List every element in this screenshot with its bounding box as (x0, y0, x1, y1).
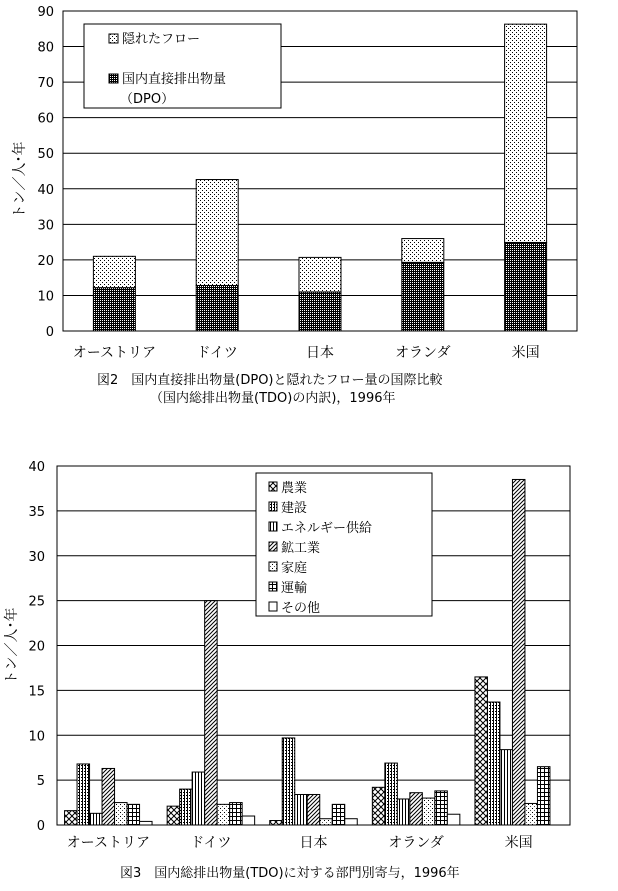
chart-2-category-label: オランダ (388, 835, 444, 851)
chart-2-y-tick-label: 5 (36, 774, 45, 790)
chart-2-y-tick-label: 30 (28, 549, 45, 565)
chart-2-legend-swatch-2 (269, 522, 277, 531)
chart-2-bar-s4-c2 (320, 819, 333, 825)
chart-1-legend (84, 24, 281, 108)
chart-2-bar-s5-c2 (332, 804, 345, 825)
chart-1-bar-dpo-4 (505, 242, 547, 331)
chart-2-bar-s0-c2 (270, 821, 283, 825)
chart-2-category-label: オーストリア (66, 835, 150, 851)
chart-1-bar-hidden-flow-3 (402, 239, 444, 263)
chart-2-bar-s4-c1 (217, 804, 230, 825)
chart-1-y-tick-label: 0 (45, 325, 54, 340)
chart-2-bar-s0-c3 (372, 787, 385, 825)
chart-2-bar-s5-c0 (127, 804, 140, 825)
chart-2-bar-s3-c3 (410, 793, 423, 825)
chart-1-category-label: ドイツ (196, 345, 238, 361)
chart-2-bar-s1-c3 (385, 763, 398, 825)
chart-1-bar-dpo-2 (299, 292, 341, 331)
chart-2-bar-s2-c2 (295, 794, 308, 825)
chart-2-legend-label-5: 運輸 (281, 581, 308, 596)
chart-2-legend (256, 473, 432, 616)
chart-2-legend-swatch-0 (269, 482, 277, 491)
chart-2-legend-swatch-3 (269, 542, 277, 551)
chart-2-bar-s1-c2 (282, 738, 295, 825)
chart-1-y-tick-label: 70 (37, 76, 54, 92)
chart-1-y-tick-label: 40 (37, 182, 54, 198)
chart-2-bar-s6-c1 (242, 816, 255, 825)
chart-2-bar-s4-c3 (422, 798, 435, 825)
chart-1-caption-line1: 図2 国内直接排出物量(DPO)と隠れたフロー量の国際比較 (97, 373, 443, 388)
chart-2-y-tick-label: 10 (28, 729, 45, 745)
chart-1-bar-hidden-flow-4 (505, 24, 547, 242)
chart-2-legend-label-6: その他 (281, 601, 321, 616)
chart-1-bar-hidden-flow-0 (93, 256, 135, 287)
chart-2-category-label: 米国 (504, 835, 533, 851)
chart-2-legend-swatch-5 (269, 582, 277, 591)
chart-2-category-label: ドイツ (190, 835, 232, 851)
chart-2-y-tick-label: 25 (28, 594, 45, 610)
chart-1-category-label: オランダ (395, 345, 451, 361)
chart-2-legend-label-1: 建設 (281, 501, 308, 516)
chart-2-bar-s1-c1 (180, 789, 193, 825)
chart-2-bar-s2-c3 (397, 799, 410, 825)
chart-2-bar-s5-c1 (230, 803, 243, 825)
chart-2-category-label: 日本 (299, 835, 328, 851)
chart-2-legend-label-2: エネルギー供給 (281, 521, 373, 536)
chart-2-y-ticks (28, 460, 45, 834)
chart-2-y-tick-label: 0 (36, 819, 45, 834)
chart-1-bar-dpo-3 (402, 262, 444, 331)
legend-swatch-hidden-flow (109, 34, 118, 43)
chart-1-y-ticks (37, 5, 54, 340)
chart-2-y-axis-label: トン／人･年 (4, 607, 20, 685)
chart-2-bar-s1-c0 (77, 764, 90, 825)
chart-2-bar-s3-c2 (307, 794, 320, 825)
chart-1-categories (73, 344, 540, 361)
legend-label-hidden-flow: 隠れたフロー (122, 32, 201, 47)
chart-2-legend-label-4: 家庭 (281, 561, 308, 576)
chart-2-bar-s0-c4 (475, 677, 488, 825)
chart-2-legend-swatch-6 (269, 602, 277, 611)
chart-1-category-label: 日本 (306, 345, 334, 361)
chart-1-y-tick-label: 50 (37, 147, 54, 163)
chart-2-bar-s6-c2 (345, 819, 358, 825)
chart-1 (11, 5, 577, 406)
chart-2-bar-s5-c4 (537, 767, 550, 825)
chart-1-y-tick-label: 20 (37, 253, 54, 269)
chart-2-categories (67, 834, 533, 851)
chart-2-bar-s4-c4 (525, 803, 538, 825)
chart-2-y-tick-label: 40 (28, 460, 45, 475)
chart-1-caption-line2: （国内総排出物量(TDO)の内訳)，1996年 (150, 391, 396, 406)
chart-1-y-axis-label: トン／人･年 (12, 141, 28, 219)
chart-2-bar-s3-c0 (102, 768, 115, 825)
chart-2-bar-s2-c0 (90, 813, 103, 825)
chart-1-y-tick-label: 80 (37, 40, 54, 56)
chart-1-y-tick-label: 10 (37, 289, 54, 305)
chart-1-y-tick-label: 90 (37, 5, 54, 20)
chart-2-bar-s2-c1 (192, 772, 205, 825)
chart-2-bar-s4-c0 (115, 803, 128, 825)
chart-2-bar-s6-c0 (140, 821, 153, 825)
chart-2 (3, 460, 570, 881)
chart-2-caption: 図3 国内総排出物量(TDO)に対する部門別寄与，1996年 (120, 866, 460, 881)
chart-1-bar-hidden-flow-2 (299, 257, 341, 291)
chart-1-y-tick-label: 30 (37, 218, 54, 234)
legend-swatch-dpo (109, 74, 118, 83)
chart-2-legend-label-3: 鉱工業 (281, 541, 321, 556)
chart-1-y-tick-label: 60 (37, 111, 54, 127)
chart-2-bar-s6-c3 (447, 814, 460, 825)
chart-2-y-tick-label: 35 (28, 504, 45, 520)
chart-2-bar-s2-c4 (500, 750, 513, 825)
chart-2-bar-s0-c1 (167, 806, 180, 825)
chart-1-category-label: オーストリア (72, 345, 157, 361)
chart-1-category-label: 米国 (511, 345, 540, 361)
chart-2-legend-label-0: 農業 (281, 481, 308, 496)
chart-2-bar-s1-c4 (487, 702, 500, 825)
chart-1-bar-hidden-flow-1 (196, 180, 238, 286)
chart-2-legend-swatch-1 (269, 502, 277, 511)
chart-2-y-tick-label: 15 (28, 684, 45, 700)
chart-1-bar-dpo-0 (93, 288, 135, 331)
chart-2-bar-s0-c0 (65, 811, 78, 825)
chart-2-bar-s3-c1 (205, 601, 218, 825)
legend-label-dpo: 国内直接排出物量 (122, 72, 227, 87)
legend-label-dpo-line2: （DPO） (120, 92, 175, 107)
chart-2-y-tick-label: 20 (28, 639, 45, 655)
chart-1-bar-dpo-1 (196, 285, 238, 331)
chart-2-bar-s5-c3 (435, 791, 448, 825)
chart-2-legend-swatch-4 (269, 562, 277, 571)
chart-2-bar-s3-c4 (512, 479, 525, 825)
